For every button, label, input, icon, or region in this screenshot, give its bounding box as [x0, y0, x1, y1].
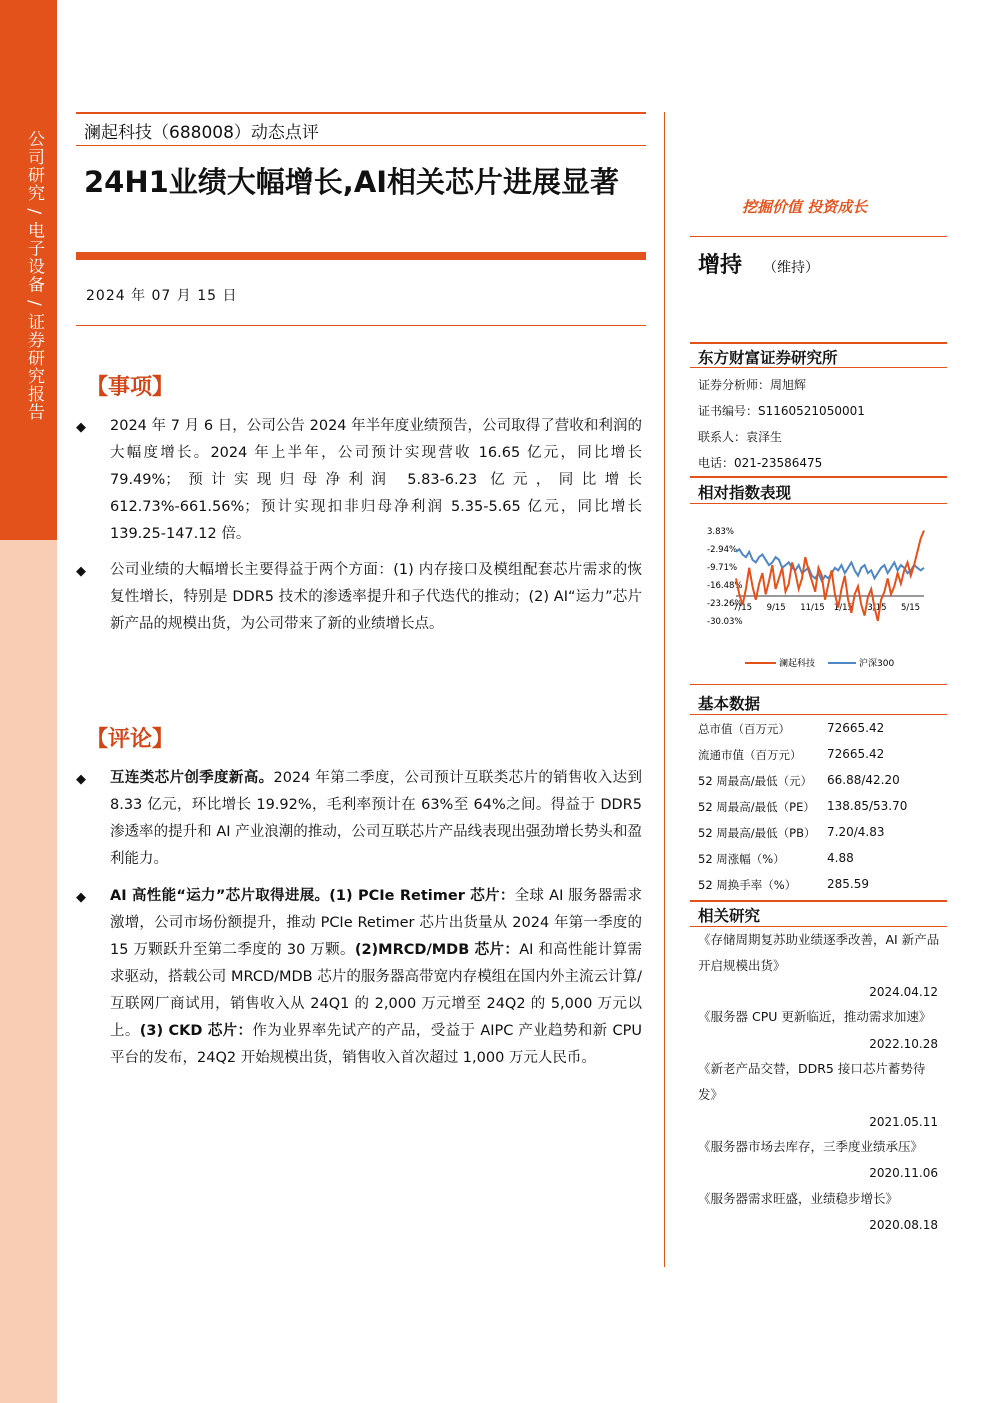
date-rule [76, 325, 646, 326]
slogan: 挖掘价值 投资成长 [742, 198, 868, 216]
institute-under-rule [690, 367, 947, 368]
x-tick-label: 9/15 [766, 603, 786, 613]
rating: 增持 [698, 253, 743, 278]
related-report-title[interactable]: 《服务器市场去库存，三季度业绩承压》 [698, 1139, 924, 1154]
chart-heading: 相对指数表现 [698, 484, 792, 502]
related-report-date: 2022.10.28 [869, 1037, 938, 1051]
legend-label-0: 澜起科技 [779, 659, 816, 669]
basic-data-value: 285.59 [827, 877, 869, 891]
chart-under-rule [690, 503, 947, 504]
bullet-icon: ◆ [76, 890, 86, 905]
related-report-title[interactable]: 《服务器 CPU 更新临近，推动需求加速》 [698, 1009, 932, 1024]
related-report-date: 2020.11.06 [869, 1166, 938, 1180]
report-subtitle: 澜起科技（688008）动态点评 [84, 123, 319, 143]
comment-1-text: 2024 年第二季度，公司预计互联类芯片的销售收入达到 8.33 亿元，环比增长 19.92%，毛利率预计在 63%至 64%之间。得益于 DDR5 渗透率的提升和 AI 产业浪潮的推动，公司互联芯片产品线表现出强劲增长势头和盈利能力。 [110, 770, 642, 867]
events-heading: 【事项】 [86, 375, 175, 400]
sidebar-band-light [0, 540, 57, 1403]
comment-1-lead: 互连类芯片创季度新高。 [110, 770, 274, 786]
rating-top-rule [690, 236, 947, 237]
y-tick-label: -16.48% [707, 580, 743, 591]
comment-2-lead-3: (3) CKD 芯片： [139, 1023, 253, 1039]
comment-2-lead-2: (2)MRCD/MDB 芯片： [354, 942, 520, 958]
related-report-date: 2020.08.18 [869, 1218, 938, 1232]
events-item-1: 2024 年 7 月 6 日，公司公告 2024 年半年度业绩预告，公司取得了营收和利润的大幅度增长。2024 年上半年，公司预计实现营收 16.65 亿元，同比增长 79.49%；预计实现归母净利润 5.83-6.23 亿元，同比增长 612.73%-661.56%；预计实现扣非归母净利润 5.35-5.65 亿元，同比增长 139.25-147.12 倍。 [110, 418, 642, 542]
comment-2-text-1: 全球 AI 服务器需求激增，公司市场份额提升，推动 PCIe Retimer 芯片出货量从 2024 年第一季度的 15 万颗跃升至第二季度的 30 万颗。 [110, 888, 642, 958]
events-item-2: 公司业绩的大幅增长主要得益于两个方面：(1) 内存接口及模组配套芯片需求的恢复性增长，特别是 DDR5 技术的渗透率提升和子代迭代的推动；(2) AI“运力”芯片新产品的规模出货，为公司带来了新的业绩增长点。 [110, 562, 642, 632]
y-tick-label: -2.94% [707, 544, 738, 555]
bullet-icon: ◆ [76, 420, 86, 435]
x-tick-label: 1/15 [833, 603, 853, 613]
basic-under-rule [690, 714, 947, 715]
institute-name: 东方财富证券研究所 [698, 349, 838, 367]
legend-label-1: 沪深300 [859, 659, 895, 669]
basic-data-label: 流通市值（百万元） [698, 748, 802, 762]
basic-data-label: 总市值（百万元） [698, 722, 790, 736]
series-line-0 [736, 531, 924, 621]
basic-data-value: 7.20/4.83 [827, 825, 885, 839]
contact: 联系人：袁泽生 [698, 430, 783, 444]
report-date: 2024 年 07 月 15 日 [86, 288, 238, 304]
bullet-icon: ◆ [76, 564, 86, 579]
x-tick-label: 5/15 [901, 603, 921, 613]
related-report-title[interactable]: 《服务器需求旺盛，业绩稳步增长》 [698, 1191, 899, 1206]
basic-data-label: 52 周最高/最低（PB） [698, 826, 816, 840]
basic-data-value: 138.85/53.70 [827, 799, 908, 813]
related-report-title[interactable]: 《新老产品交替，DDR5 接口芯片蓄势待发》 [698, 1061, 926, 1102]
bullet-icon: ◆ [76, 772, 86, 787]
column-divider [664, 112, 665, 1267]
basic-data-value: 72665.42 [827, 721, 885, 735]
y-tick-label: -23.26% [707, 599, 743, 610]
related-report-date: 2024.04.12 [869, 985, 938, 999]
related-report-date: 2021.05.11 [869, 1115, 938, 1129]
relative-index-chart [690, 515, 947, 675]
chart-rule [690, 476, 947, 478]
comments-item-1 [110, 765, 642, 873]
y-tick-label: 3.83% [707, 527, 735, 537]
phone: 电话：021-23586475 [698, 456, 823, 470]
header-mid-rule [76, 145, 646, 146]
comment-2-lead: AI 高性能“运力”芯片取得进展。(1) PCIe Retimer 芯片： [110, 888, 515, 904]
comments-heading: 【评论】 [86, 727, 175, 752]
y-tick-label: -30.03% [707, 617, 743, 627]
x-tick-label: 3/15 [867, 603, 887, 613]
basic-data-value: 66.88/42.20 [827, 773, 900, 787]
related-heading: 相关研究 [698, 907, 761, 925]
basic-data-label: 52 周最高/最低（PE） [698, 800, 815, 814]
institute-rule [690, 342, 947, 344]
comment-2-text-3: 作为业界率先试产的产品，受益于 AIPC 产业趋势和新 CPU 平台的发布，24Q2 开始规模出货，销售收入首次超过 1,000 万元人民币。 [110, 1023, 642, 1066]
header-top-rule [76, 112, 646, 114]
basic-data-label: 52 周涨幅（%） [698, 852, 785, 866]
rating-note: （维持） [763, 260, 819, 276]
title-bar [76, 252, 646, 260]
comments-item-2 [110, 883, 642, 1072]
comment-2-text-2: AI 和高性能计算需求驱动，搭载公司 MRCD/MDB 芯片的服务器高带宽内存模组在国内外主流云计算/互联网厂商试用，销售收入从 24Q1 的 2,000 万元增至 24Q2 的 5,000 万元以上。 [110, 942, 642, 1039]
basic-data-label: 52 周最高/最低（元） [698, 774, 813, 788]
page-title: 24H1业绩大幅增长,AI相关芯片进展显著 [84, 165, 620, 199]
basic-top-rule [690, 684, 947, 685]
analyst: 证券分析师：周旭辉 [698, 378, 807, 392]
sidebar-label: 公司研究 / 电子设备 / 证券研究报告 [24, 130, 44, 422]
related-rule [690, 900, 947, 902]
basic-data-value: 4.88 [827, 851, 854, 865]
basic-data-label: 52 周换手率（%） [698, 878, 797, 892]
cert-number: 证书编号：S1160521050001 [698, 404, 865, 418]
y-tick-label: -9.71% [707, 562, 738, 573]
basic-data-value: 72665.42 [827, 747, 885, 761]
x-tick-label: 7/15 [733, 603, 753, 613]
x-tick-label: 11/15 [800, 603, 825, 613]
basic-heading: 基本数据 [698, 695, 761, 713]
related-report-title[interactable]: 《存储周期复苏助业绩逐季改善，AI 新产品开启规模出货》 [698, 932, 940, 973]
